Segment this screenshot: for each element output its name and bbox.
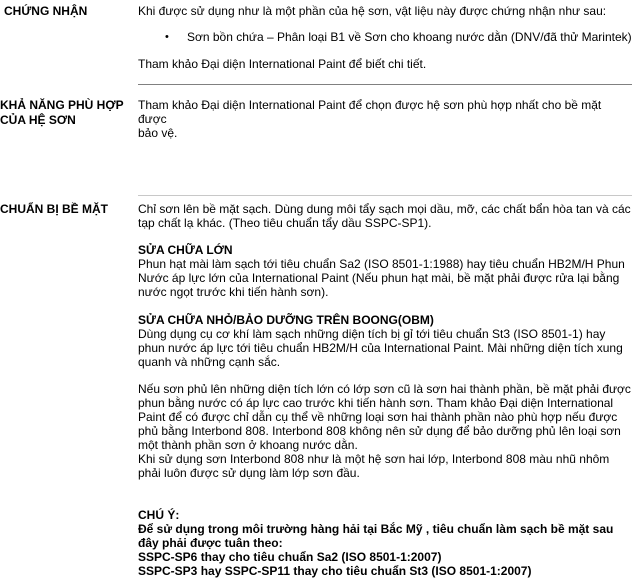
text-line: phải luôn được sử dụng làm lớp sơn đầu. (138, 466, 360, 480)
minor-repair-title: SỬA CHỮA NHỎ/BẢO DƯỠNG TRÊN BOONG(OBM) (138, 313, 434, 327)
compatibility-heading (0, 98, 124, 128)
text-line: phun bằng nước có áp lực cao trước khi tiến hành sơn. Tham khảo Đại diện International (138, 396, 614, 410)
text-line: Dùng dụng cụ cơ khí làm sạch những diện tích bị gỉ tới tiêu chuẩn St3 (ISO 8501-1) hay (138, 327, 606, 341)
note-line: SSPC-SP6 thay cho tiêu chuẩn Sa2 (ISO 8501-1:2007) (138, 550, 442, 564)
text-line: Paint để có được chỉ dẫn cụ thể về những loại sơn hai thành phần nào phù hợp nếu được (138, 410, 618, 424)
surface-prep-heading: CHUẨN BỊ BỀ MẶT (0, 202, 108, 216)
certification-bullet-item: Sơn bồn chứa – Phân loại B1 về Sơn cho khoang nước dằn (DNV/đã thử Marintek) (187, 30, 632, 44)
text-line: bảo vệ. (138, 126, 178, 140)
text-line: Nước áp lực lớn của International Paint (Nếu phun hạt mài, bề mặt phải được rửa lại bằng (138, 271, 620, 285)
note-title: CHÚ Ý: (138, 508, 180, 522)
note-block (138, 508, 632, 578)
bullet-icon: • (165, 31, 169, 43)
compatibility-heading-line: KHẢ NĂNG PHÙ HỢP (0, 98, 124, 112)
section-divider (138, 84, 632, 85)
major-repair-text (138, 257, 632, 299)
major-repair-title: SỬA CHỮA LỚN (138, 243, 233, 257)
certification-heading: CHỨNG NHẬN (4, 4, 88, 18)
surface-prep-intro (138, 202, 632, 230)
certification-intro: Khi được sử dụng như là một phần của hệ sơn, vật liệu này được chứng nhận như sau: (138, 4, 607, 18)
text-line: tạp chất lạ khác. (Theo tiêu chuẩn tẩy dầu SSPC-SP1). (138, 216, 432, 230)
section-divider (138, 195, 632, 196)
note-line: Để sử dụng trong môi trường hàng hải tại Bắc Mỹ , tiêu chuẩn làm sạch bề mặt sau (138, 522, 614, 536)
note-line: SSPC-SP3 hay SSPC-SP11 thay cho tiêu chuẩn St3 (ISO 8501-1:2007) (138, 564, 532, 578)
text-line: quanh và những cạnh sắc. (138, 355, 281, 369)
text-line: một thành phần sơn ở khoang nước dằn. (138, 438, 358, 452)
text-line: phủ bằng Interbond 808. Interbond 808 không nên sử dụng để bảo dưỡng phủ lên loại sơn (138, 424, 621, 438)
text-line: Khi sử dụng sơn Interbond 808 như là một hệ sơn hai lớp, Interbond 808 màu nhũ nhôm (138, 452, 610, 466)
text-line: nước ngọt trước khi tiến hành sơn). (138, 285, 329, 299)
compatibility-heading-line: CỦA HỆ SƠN (0, 113, 76, 127)
minor-repair-text (138, 327, 632, 369)
text-line: phun nước áp lực tới tiêu chuẩn HB2M/H của International Paint. Mài những diện tích xung (138, 341, 623, 355)
text-line: Nếu sơn phủ lên những diện tích lớn có lớp sơn cũ là sơn hai thành phần, bề mặt phải được (138, 382, 631, 396)
text-line: Tham khảo Đại diện International Paint để chọn được hệ sơn phù hợp nhất cho bề mặt được (138, 98, 602, 126)
text-line: Phun hạt mài làm sạch tới tiêu chuẩn Sa2 (ISO 8501-1:1988) hay tiêu chuẩn HB2M/H Phun (138, 257, 625, 271)
old-coating-text (138, 382, 632, 480)
note-line: đây phải được tuân theo: (138, 536, 283, 550)
text-line: Chỉ sơn lên bề mặt sạch. Dùng dung môi tẩy sạch mọi dầu, mỡ, các chất bẩn hòa tan và các (138, 202, 631, 216)
certification-note: Tham khảo Đại diện International Paint để biết chi tiết. (138, 57, 427, 71)
compatibility-text (138, 98, 632, 140)
